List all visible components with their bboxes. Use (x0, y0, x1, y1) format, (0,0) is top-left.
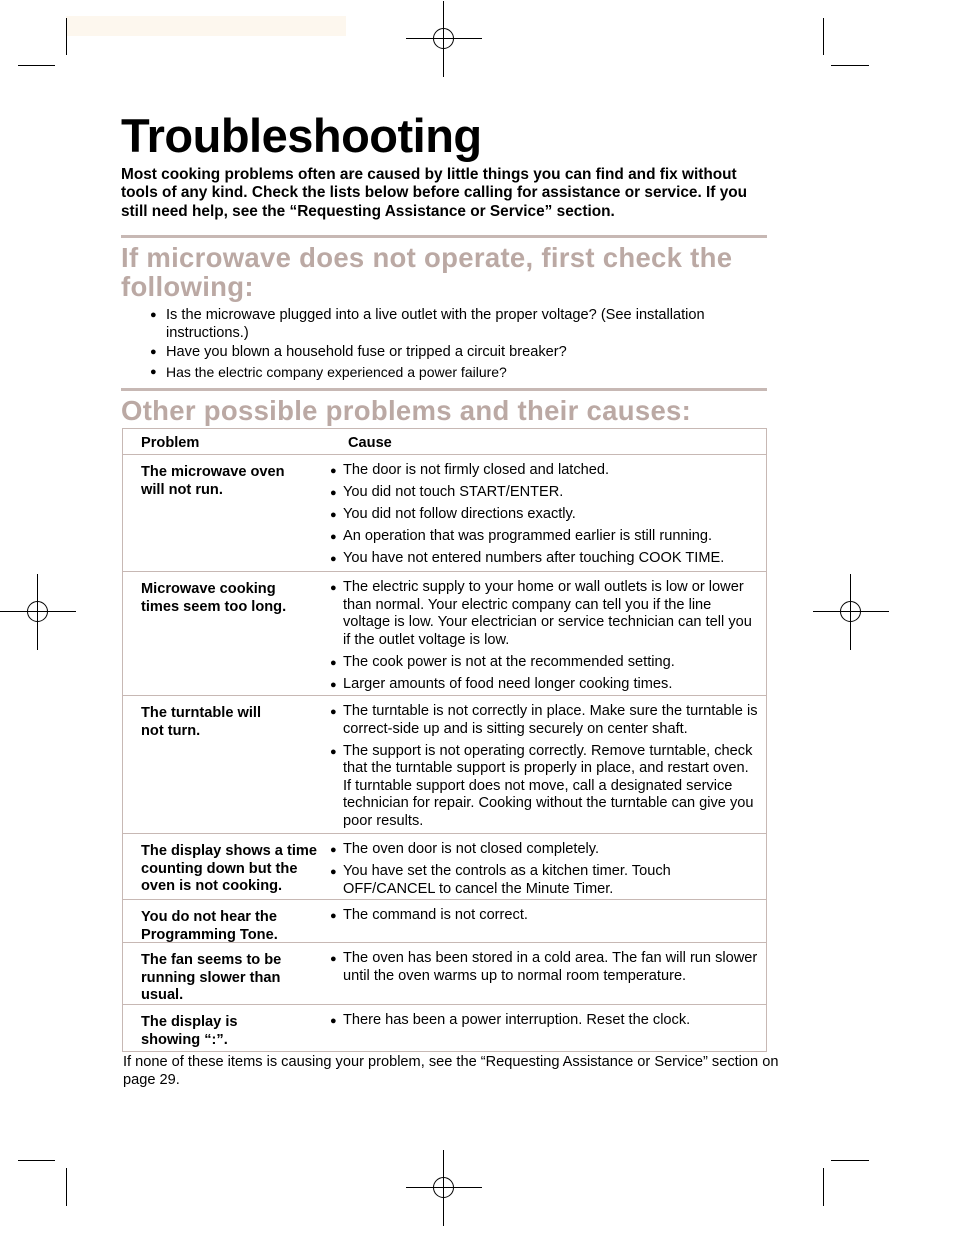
section1-heading: If microwave does not operate, first check the following: (121, 242, 733, 302)
list-item (330, 950, 758, 985)
table-row (123, 834, 766, 900)
list-item-text: You did not touch START/ENTER. (343, 483, 564, 500)
problem-cell: Microwave cooking times seem too long. (141, 581, 287, 615)
table-row (123, 696, 766, 834)
cause-column-header: Cause (348, 435, 392, 451)
list-item (330, 907, 758, 925)
registration-mark-bottom (406, 1150, 482, 1226)
problem-cell: The display shows a time counting down but the oven is not cooking. (141, 843, 317, 895)
list-item (330, 743, 758, 831)
list-item-text: Is the microwave plugged into a live outlet with the proper voltage? (See installation instructions.) (166, 307, 705, 341)
list-item-text: Has the electric company experienced a power failure? (166, 363, 507, 380)
registration-mark-left (0, 574, 76, 650)
check-list (150, 307, 765, 381)
section2-heading: Other possible problems and their causes: (121, 395, 692, 426)
list-item (330, 703, 758, 738)
list-item-text: The oven door is not closed completely. (343, 841, 600, 857)
crop-mark (823, 18, 824, 55)
crop-mark (831, 65, 869, 66)
cause-list (330, 834, 758, 899)
list-item-text: The door is not firmly closed and latched. (343, 462, 610, 478)
table-row (123, 1005, 766, 1051)
list-item (330, 550, 758, 568)
list-item-text: The cook power is not at the recommended setting. (343, 653, 675, 670)
list-item (150, 364, 765, 382)
table-row (123, 900, 766, 943)
list-item (330, 484, 758, 502)
bullet-icon: ● (330, 656, 337, 669)
list-item-text: The support is not operating correctly. Remove turntable, check that the turntable support is properly in place, and restart oven. If turntable support does not move, call a designated service technician for repair. Cooking without the turntable can give you poor results. (343, 742, 754, 829)
list-item (330, 462, 758, 480)
list-item-text: The electric supply to your home or wall outlets is low or lower than normal. Your electric company can tell you if the line voltage is low. Your electrician or service technician can tell you if the outlet voltage is low. (343, 579, 752, 648)
registration-mark-right (813, 574, 889, 650)
cause-list (330, 696, 758, 833)
registration-mark-top (406, 1, 482, 77)
footer-note: If none of these items is causing your problem, see the “Requesting Assistance or Service” section on page 29. (123, 1054, 779, 1088)
list-item-text: The oven has been stored in a cold area. The fan will run slower until the oven warms up to normal room temperature. (343, 950, 758, 984)
bullet-icon: ● (330, 745, 337, 758)
cause-list (330, 572, 758, 695)
list-item-text: Larger amounts of food need longer cooking times. (343, 675, 673, 692)
list-item-text: There has been a power interruption. Reset the clock. (343, 1012, 691, 1028)
list-item (150, 344, 765, 362)
problem-cell: You do not hear the Programming Tone. (141, 909, 278, 943)
list-item-text: Have you blown a household fuse or tripped a circuit breaker? (166, 344, 567, 360)
page-title: Troubleshooting (121, 109, 482, 162)
bullet-icon: ● (330, 865, 337, 878)
table-header (123, 429, 766, 455)
list-item-text: The command is not correct. (343, 907, 528, 923)
bullet-icon: ● (330, 465, 337, 477)
cause-list (330, 455, 758, 571)
crop-mark (66, 18, 67, 55)
list-item (330, 1012, 758, 1030)
intro-paragraph: Most cooking problems often are caused by little things you can find and fix without tools of any kind. Check the lists below before calling for assistance or service. If you still need help, see the “Requesting Assistance or Service” section. (121, 166, 748, 220)
bullet-icon: ● (150, 309, 157, 321)
list-item-text: You have set the controls as a kitchen timer. Touch OFF/CANCEL to cancel the Minute Timer. (343, 862, 671, 897)
list-item (330, 579, 758, 649)
bullet-icon: ● (330, 582, 337, 594)
table-row (123, 455, 766, 572)
section-divider (121, 388, 767, 391)
bullet-icon: ● (330, 530, 337, 543)
list-item (330, 863, 758, 898)
bullet-icon: ● (150, 346, 157, 358)
header-tint (66, 16, 346, 36)
problem-cell: The display is showing “:”. (141, 1014, 238, 1048)
bullet-icon: ● (330, 1015, 337, 1027)
list-item-text: An operation that was programmed earlier is still running. (343, 527, 713, 544)
list-item-text: The turntable is not correctly in place. Make sure the turntable is correct-side up and is sitting securely on center shaft. (343, 703, 758, 737)
cause-list (330, 900, 758, 942)
list-item (330, 841, 758, 859)
list-item (330, 506, 758, 524)
bullet-icon: ● (330, 953, 337, 965)
crop-mark (823, 1168, 824, 1206)
table-row (123, 572, 766, 696)
cause-list (330, 943, 758, 1004)
list-item (330, 676, 758, 694)
bullet-icon: ● (330, 486, 337, 499)
crop-mark (66, 1168, 67, 1206)
table-row (123, 943, 766, 1005)
bullet-icon: ● (330, 678, 337, 691)
section-divider (121, 235, 767, 238)
bullet-icon: ● (330, 844, 337, 856)
crop-mark (18, 65, 55, 66)
bullet-icon: ● (150, 365, 157, 378)
table-body (123, 455, 766, 1051)
list-item (330, 654, 758, 672)
crop-mark (831, 1160, 869, 1161)
problem-cell: The microwave oven will not run. (141, 464, 285, 498)
list-item (330, 528, 758, 546)
problem-column-header: Problem (141, 435, 200, 451)
list-item-text: You have not entered numbers after touching COOK TIME. (343, 549, 725, 566)
bullet-icon: ● (330, 508, 337, 521)
list-item-text: You did not follow directions exactly. (343, 505, 576, 522)
list-item (150, 307, 765, 342)
problems-table (122, 428, 767, 1052)
bullet-icon: ● (330, 552, 337, 565)
bullet-icon: ● (330, 910, 337, 922)
cause-list (330, 1005, 758, 1051)
crop-mark (18, 1160, 55, 1161)
problem-cell: The fan seems to be running slower than usual. (141, 952, 282, 1004)
bullet-icon: ● (330, 706, 337, 718)
problem-cell: The turntable will not turn. (141, 705, 261, 739)
